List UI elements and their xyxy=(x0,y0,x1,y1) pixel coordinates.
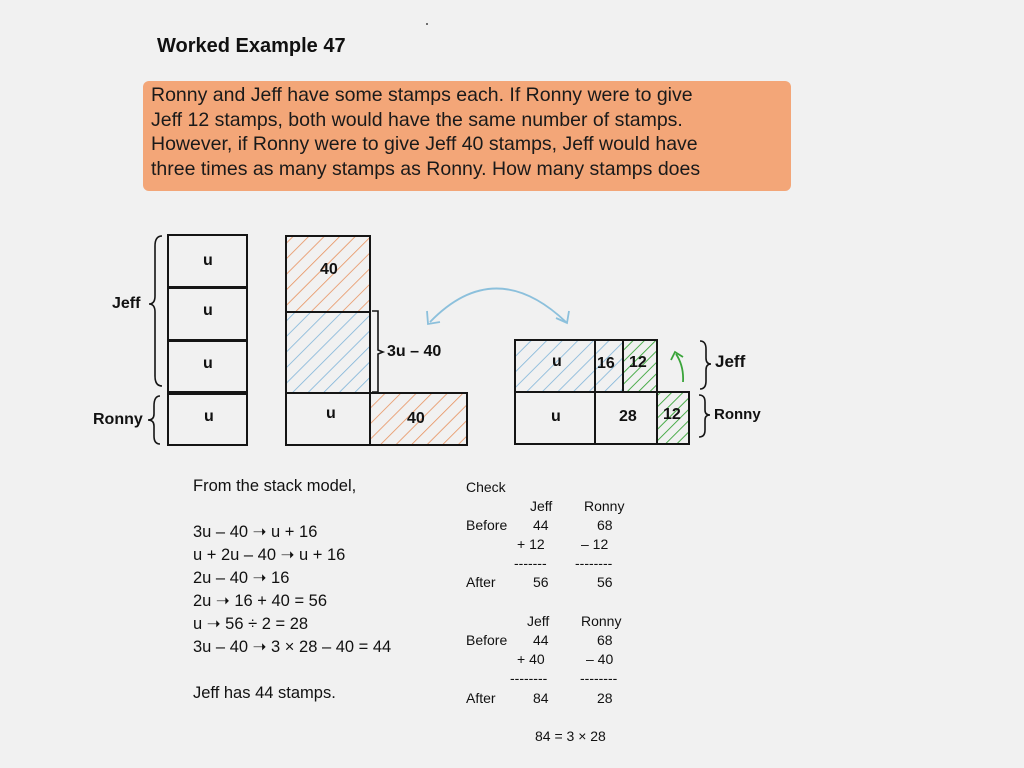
check1-after: After xyxy=(466,574,496,590)
working-line xyxy=(193,498,391,521)
check-conclusion: 84 = 3 × 28 xyxy=(535,728,606,744)
working-line: 2u – 40 ➝ 16 xyxy=(193,569,290,587)
check1-before: Before xyxy=(466,517,508,533)
label-40-top: 40 xyxy=(320,261,338,278)
blue-double-arrow-icon xyxy=(430,289,566,323)
unit-label: u xyxy=(203,252,213,269)
check1-ronny-after: 56 xyxy=(597,574,613,590)
jeff-label: Jeff xyxy=(112,295,141,312)
jeff-brace xyxy=(149,236,162,386)
problem-line: Ronny and Jeff have some stamps each. If Ronny were to give xyxy=(151,84,693,106)
check2-jeff-before: 44 xyxy=(533,632,549,648)
check1-dash-ronny: -------- xyxy=(575,555,613,571)
check-heading: Check xyxy=(466,479,506,495)
problem-line: However, if Ronny were to give Jeff 40 stamps, Jeff would have xyxy=(151,133,698,156)
check1-col-ronny: Ronny xyxy=(584,498,625,514)
check2-col-jeff: Jeff xyxy=(527,613,550,629)
working-line: 3u – 40 ➝ u + 16 xyxy=(193,523,318,541)
working-steps xyxy=(193,475,391,705)
check2-after: After xyxy=(466,690,496,706)
working-line: Jeff has 44 stamps. xyxy=(193,684,336,702)
unit-label: u xyxy=(551,408,561,425)
check1-col-jeff: Jeff xyxy=(530,498,553,514)
check2-dash-jeff: -------- xyxy=(510,670,548,686)
ronny-label: Ronny xyxy=(93,411,143,428)
check1-jeff-after: 56 xyxy=(533,574,549,590)
label-16: 16 xyxy=(597,355,615,372)
unit-label: u xyxy=(203,355,213,372)
check2-ronny-before: 68 xyxy=(597,632,613,648)
label-28: 28 xyxy=(619,408,637,425)
working-line xyxy=(193,659,391,682)
problem-line: three times as many stamps as Ronny. How many stamps does xyxy=(151,157,701,180)
check1-jeff-before: 44 xyxy=(533,517,549,533)
check2-jeff-after: 84 xyxy=(533,690,549,706)
label-12-jeff: 12 xyxy=(629,354,647,371)
working-line: 3u – 40 ➝ 3 × 28 – 40 = 44 xyxy=(193,638,392,656)
ronny-right-label: Ronny xyxy=(714,406,761,423)
check1-dash-jeff: ------- xyxy=(514,555,547,571)
check2-ronny-after: 28 xyxy=(597,690,613,706)
unit-label: u xyxy=(326,405,336,422)
check2-before: Before xyxy=(466,632,508,648)
label-40-right: 40 xyxy=(407,410,425,427)
check1-ronny-before: 68 xyxy=(597,517,613,533)
working-line: u + 2u – 40 ➝ u + 16 xyxy=(193,546,346,564)
label-3u-minus-40: 3u – 40 xyxy=(387,343,442,360)
unit-label: u xyxy=(552,353,562,370)
jeff-right-brace xyxy=(700,341,711,389)
page-title: Worked Example 47 xyxy=(157,35,346,57)
ronny-brace xyxy=(148,396,160,444)
green-arrow-icon xyxy=(676,354,683,382)
check2-col-ronny: Ronny xyxy=(581,613,622,629)
bracket-3u-40 xyxy=(372,311,383,392)
check1-jeff-change: + 12 xyxy=(517,536,545,552)
speck xyxy=(426,23,428,25)
check2-jeff-change: + 40 xyxy=(517,651,545,667)
ronny-right-brace xyxy=(699,395,710,437)
jeff-right-label: Jeff xyxy=(715,352,746,371)
working-line: From the stack model, xyxy=(193,477,357,495)
box-3u-40 xyxy=(285,311,371,394)
check1-ronny-change: – 12 xyxy=(581,536,609,552)
label-12-ronny: 12 xyxy=(663,406,681,423)
unit-label: u xyxy=(203,302,213,319)
working-line: 2u ➝ 16 + 40 = 56 xyxy=(193,592,328,610)
check2-dash-ronny: -------- xyxy=(580,670,618,686)
working-line: u ➝ 56 ÷ 2 = 28 xyxy=(193,615,309,633)
unit-label: u xyxy=(204,408,214,425)
problem-line: Jeff 12 stamps, both would have the same number of stamps. xyxy=(151,108,683,131)
check2-ronny-change: – 40 xyxy=(586,651,614,667)
